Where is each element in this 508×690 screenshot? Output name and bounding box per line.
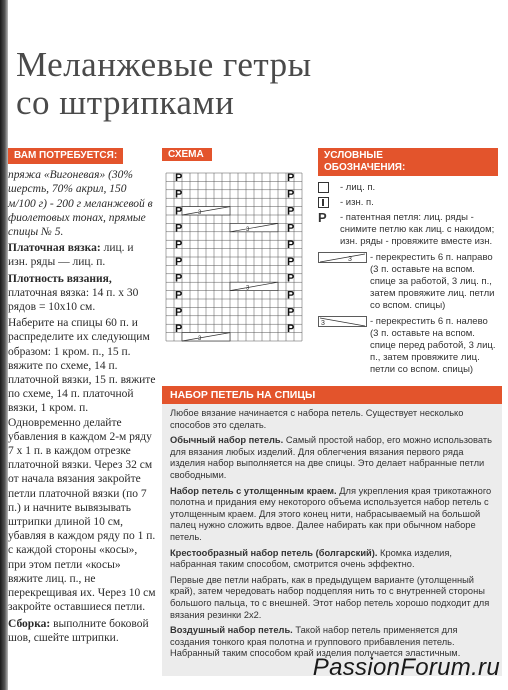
svg-text:3: 3 xyxy=(246,285,250,292)
cable-cross-mark xyxy=(182,333,230,342)
patent-stitch-mark: P xyxy=(175,289,183,302)
legend-cross-left-text: - перекрестить 6 п. налево (3 п. оставьте на вспом. спице перед работой, 3 лиц. п., затем провяжите лиц. петли со вспом. спицы) xyxy=(370,316,496,376)
s3-more-text: Первые две петли набрать, как в предыдущем варианте (утолщенный край), затем чередовать набор подцепляя нить то с внутренней стороны большого пальца, то с внешней. Этот набор петель хорошо подходит для вязания резинки 2х2. xyxy=(170,574,490,620)
cable-cross-mark xyxy=(230,282,278,291)
patent-stitch-mark: P xyxy=(287,188,295,201)
materials-and-instructions xyxy=(8,148,156,647)
patent-stitch-mark: P xyxy=(287,222,295,235)
materials-yarn: пряжа «Вигоневая» (30% шерсть, 70% акрил, 150 м/100 г) - 200 г меланжевой в фиолетовых тонах, прямые спицы № 5. xyxy=(8,169,153,239)
patent-stitch-mark: P xyxy=(287,255,295,268)
scheme-chart xyxy=(162,165,310,355)
legend-item-knit xyxy=(318,182,498,194)
assembly-paragraph xyxy=(8,617,156,645)
s4-text: Такой набор петель применяется для создания тонкого края полотна и группового прибавления петель. Набранный таким способом край изделия получается эластичным. xyxy=(170,625,461,659)
garter-paragraph xyxy=(8,241,156,269)
legend-header xyxy=(318,148,498,176)
assembly-label: Сборка: xyxy=(8,617,51,630)
legend-header-line-2: ОБОЗНАЧЕНИЯ: xyxy=(324,162,406,173)
svg-text:3: 3 xyxy=(198,336,202,342)
legend-item-purl xyxy=(318,197,498,209)
legend-knit-text: - лиц. п. xyxy=(340,182,376,193)
page-binding-edge xyxy=(0,0,8,690)
s2-label: Набор петель с утолщенным краем. xyxy=(170,485,337,496)
s1-label: Обычный набор петель. xyxy=(170,435,284,446)
patent-stitch-mark: P xyxy=(287,205,295,218)
knitting-scheme xyxy=(162,148,310,360)
cross-left-icon xyxy=(318,316,368,328)
density-text: платочная вязка: 14 п. х 30 рядов = 10х10 см. xyxy=(8,286,139,314)
s2-text: Для укрепления края трикотажного полотна и придания ему некоторого объема используется набор петель с утолщенным краем. Для этого конец нити, набрасываемый на большой палец нужно сложить вдвое. Далее набирать как при обычном наборе петель. xyxy=(170,485,492,542)
patent-stitch-mark: P xyxy=(175,272,183,285)
patent-stitch-icon: P xyxy=(318,210,327,226)
materials-header: ВАМ ПОТРЕБУЕТСЯ: xyxy=(8,148,123,164)
garter-text: лиц. и изн. ряды — лиц. п. xyxy=(8,242,134,269)
cast-on-header: НАБОР ПЕТЕЛЬ НА СПИЦЫ xyxy=(162,386,502,404)
patent-stitch-mark: P xyxy=(287,239,295,252)
patent-stitch-mark: P xyxy=(175,222,183,235)
legend-item-patent xyxy=(318,212,498,248)
patent-stitch-mark: P xyxy=(175,171,183,184)
patent-stitch-mark: P xyxy=(175,306,183,319)
svg-text:3: 3 xyxy=(246,226,250,233)
cast-on-intro: Любое вязание начинается с набора петель. Существует несколько способов это сделать. xyxy=(170,408,464,430)
garter-label: Платочная вязка: xyxy=(8,242,101,255)
s4-label: Воздушный набор петель. xyxy=(170,625,293,636)
svg-text:3: 3 xyxy=(348,256,352,264)
watermark: PassionForum.ru xyxy=(312,654,500,681)
legend-header-line-1: УСЛОВНЫЕ xyxy=(324,150,383,161)
page-title xyxy=(16,46,312,122)
scheme-header: СХЕМА xyxy=(162,148,212,161)
legend-item-cross-right xyxy=(318,252,498,312)
patent-stitch-mark: P xyxy=(175,239,183,252)
svg-text:3: 3 xyxy=(321,320,325,328)
cast-on-section-1 xyxy=(170,435,494,481)
patent-stitch-mark: P xyxy=(175,188,183,201)
svg-text:3: 3 xyxy=(198,210,202,216)
cast-on-section-3 xyxy=(170,548,494,571)
title-line-1: Меланжевые гетры xyxy=(16,45,312,84)
instructions-body: Наберите на спицы 60 п. и распределите их следующим образом: 1 кром. п., 15 п. вяжите по схеме, 14 п. платочной вязки, 15 п. вяжите по схеме, 14 п. платочной вязки, 1 кром. п. Одновременно делайте убавления в каждом 2-м ряду 7 х 1 п. в каждом отрезке платочной вязки. Через 32 см от начала вязания закройте петли платочной вязки (по 7 п.) и начните вывязывать штрипки длиной 10 см, убавляя в каждом ряду по 1 п. с каждой стороны «косы», при этом петли «косы» вяжите лиц. п., не перекрещивая их. Через 10 см закройте оставшиеся петли. xyxy=(8,317,156,614)
purl-cell-icon xyxy=(318,197,329,208)
cable-cross-mark xyxy=(230,223,278,232)
empty-cell-icon xyxy=(318,182,329,193)
patent-stitch-mark: P xyxy=(287,272,295,285)
patent-stitch-mark: P xyxy=(175,255,183,268)
s3-text: Кромка изделия, набранная таким способом, смотрится очень эффектно. xyxy=(170,547,452,570)
cross-right-icon xyxy=(318,252,368,264)
cable-cross-mark xyxy=(182,207,230,216)
density-paragraph xyxy=(8,272,156,315)
title-line-2: со штрипками xyxy=(16,83,235,122)
legend-purl-text: - изн. п. xyxy=(340,197,374,209)
s1-text: Самый простой набор, его можно использовать для вязания любых изделий. Для облегчения вязания первого ряда изделия набор выполняется на две спицы. Это делает набранные петли свободными. xyxy=(170,435,492,480)
patent-stitch-mark: P xyxy=(287,306,295,319)
cast-on-panel xyxy=(162,386,502,676)
density-label: Плотность вязания, xyxy=(8,272,112,285)
patent-stitch-mark: P xyxy=(287,323,295,336)
assembly-text: выполните боковой шов, сшейте штрипки. xyxy=(8,617,149,644)
legend-item-cross-left xyxy=(318,316,498,376)
patent-stitch-mark: P xyxy=(175,323,183,336)
legend-cross-right-text: - перекрестить 6 п. направо (3 п. оставьте на вспом. спице за работой, 3 лиц. п., затем провяжите лиц. петли со вспом. спицы) xyxy=(370,252,495,312)
patent-stitch-mark: P xyxy=(287,171,295,184)
cast-on-section-2 xyxy=(170,486,494,544)
patent-stitch-mark: P xyxy=(287,289,295,302)
legend-patent-text: - патентная петля: лиц. ряды - снимите петлю как лиц. с накидом; изн. ряды - провяжите вместе изн. xyxy=(340,212,495,248)
s3-label: Крестообразный набор петель (болгарский). xyxy=(170,547,378,558)
patent-stitch-mark: P xyxy=(175,205,183,218)
legend xyxy=(318,148,498,379)
